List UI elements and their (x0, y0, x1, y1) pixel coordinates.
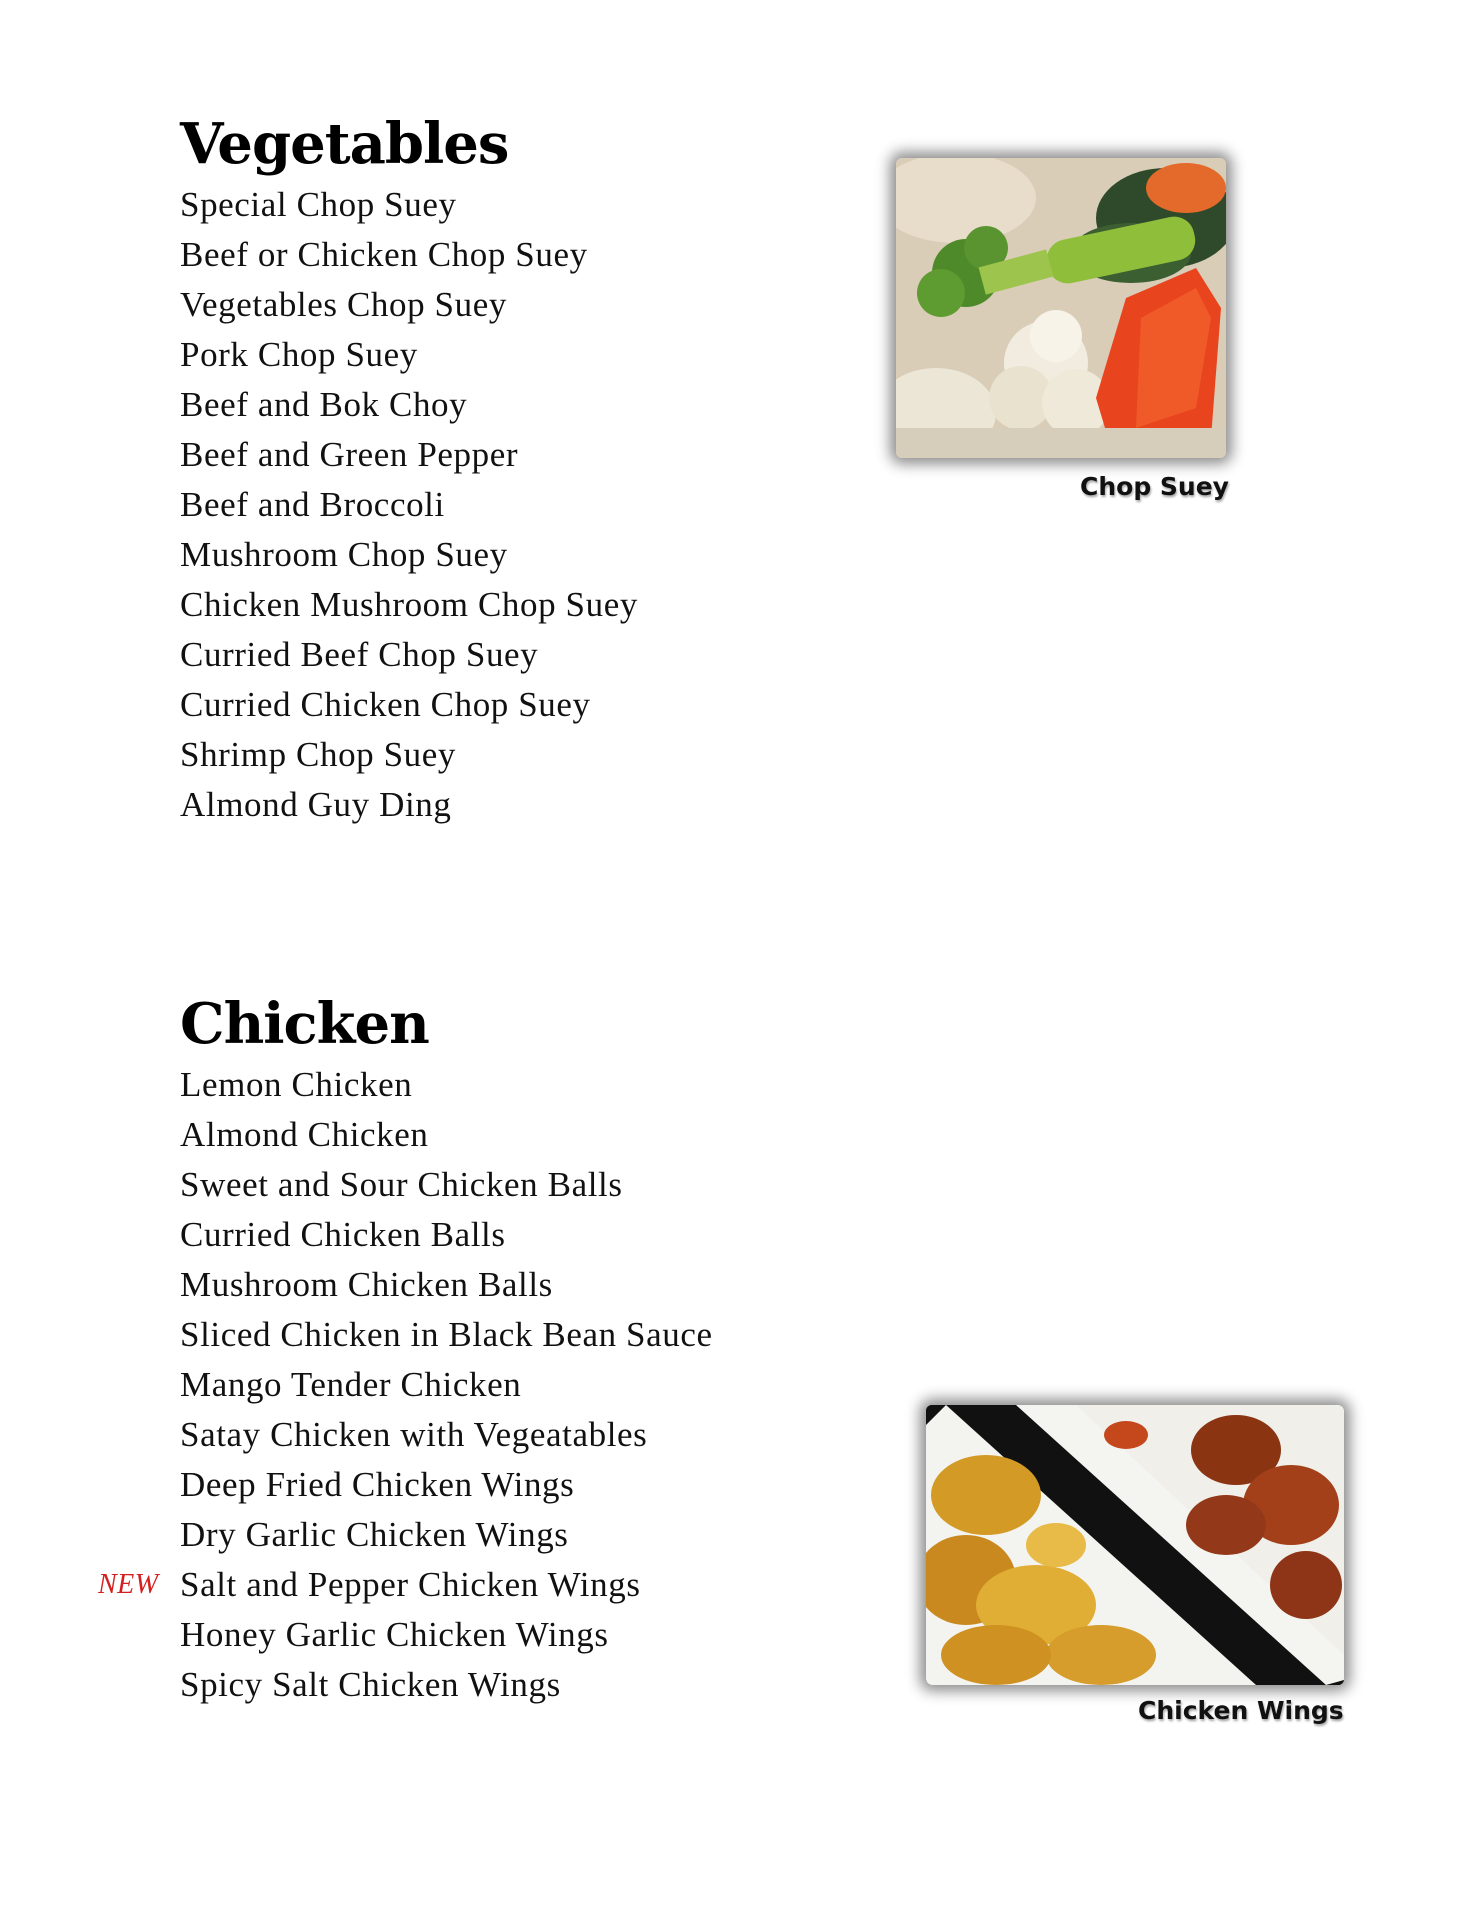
menu-item (180, 330, 638, 380)
menu-item-name: Deep Fried Chicken Wings (180, 1465, 575, 1504)
menu-item-name: Lemon Chicken (180, 1065, 413, 1104)
menu-item (180, 280, 638, 330)
menu-item-name: Curried Beef Chop Suey (180, 635, 539, 674)
menu-item-name: Beef and Bok Choy (180, 385, 468, 424)
menu-item (180, 430, 638, 480)
menu-item (180, 1260, 713, 1310)
menu-item (180, 1610, 713, 1660)
menu-item-name: Beef or Chicken Chop Suey (180, 235, 588, 274)
menu-item (180, 1460, 713, 1510)
menu-item-name: Mushroom Chop Suey (180, 535, 508, 574)
vegetables-section (180, 112, 638, 830)
menu-item (180, 1110, 713, 1160)
menu-item-name: Beef and Green Pepper (180, 435, 519, 474)
menu-item-name: Special Chop Suey (180, 185, 457, 224)
menu-item (180, 180, 638, 230)
chicken-wings-photo (926, 1405, 1344, 1685)
menu-item-name: Spicy Salt Chicken Wings (180, 1665, 561, 1704)
menu-item (180, 1160, 713, 1210)
menu-item-name: Almond Chicken (180, 1115, 429, 1154)
menu-item (180, 730, 638, 780)
menu-item (180, 1660, 713, 1710)
menu-item (180, 230, 638, 280)
chicken-wings-caption: Chicken Wings (1138, 1696, 1344, 1725)
menu-item (180, 380, 638, 430)
menu-item (180, 1060, 713, 1110)
chicken-menu-list (98, 1060, 713, 1710)
new-badge: NEW (98, 1569, 159, 1600)
menu-item-name: Curried Chicken Chop Suey (180, 685, 591, 724)
menu-item-name: Sliced Chicken in Black Bean Sauce (180, 1315, 713, 1354)
menu-item (180, 1510, 713, 1560)
menu-item (180, 480, 638, 530)
menu-item (180, 1410, 713, 1460)
menu-item-name: Vegetables Chop Suey (180, 285, 507, 324)
menu-item-name: Salt and Pepper Chicken Wings (180, 1565, 641, 1604)
menu-item (180, 530, 638, 580)
vegetables-heading: Vegetables (180, 111, 509, 177)
menu-item-name: Honey Garlic Chicken Wings (180, 1615, 609, 1654)
vegetables-menu-list (180, 180, 638, 830)
menu-item (180, 580, 638, 630)
menu-item-name: Mushroom Chicken Balls (180, 1265, 553, 1304)
menu-item-name: Beef and Broccoli (180, 485, 445, 524)
menu-item (180, 1210, 713, 1260)
menu-item (180, 780, 638, 830)
menu-item-name: Mango Tender Chicken (180, 1365, 522, 1404)
chicken-section (98, 991, 713, 1710)
menu-item-name: Chicken Mushroom Chop Suey (180, 585, 638, 624)
menu-item (98, 1560, 713, 1610)
menu-item (180, 630, 638, 680)
menu-item-name: Shrimp Chop Suey (180, 735, 457, 774)
menu-item-name: Pork Chop Suey (180, 335, 418, 374)
menu-item-name: Satay Chicken with Vegeatables (180, 1415, 648, 1454)
menu-item-name: Curried Chicken Balls (180, 1215, 506, 1254)
chicken-heading: Chicken (180, 991, 429, 1057)
chop-suey-caption: Chop Suey (1080, 472, 1229, 501)
menu-item-name: Almond Guy Ding (180, 785, 452, 824)
chicken-wings-illustration (926, 1405, 1344, 1685)
menu-item (180, 1360, 713, 1410)
menu-item-name: Sweet and Sour Chicken Balls (180, 1165, 623, 1204)
menu-item (180, 680, 638, 730)
chop-suey-illustration (896, 158, 1226, 458)
menu-item (180, 1310, 713, 1360)
menu-item-name: Dry Garlic Chicken Wings (180, 1515, 569, 1554)
chop-suey-photo (896, 158, 1226, 458)
